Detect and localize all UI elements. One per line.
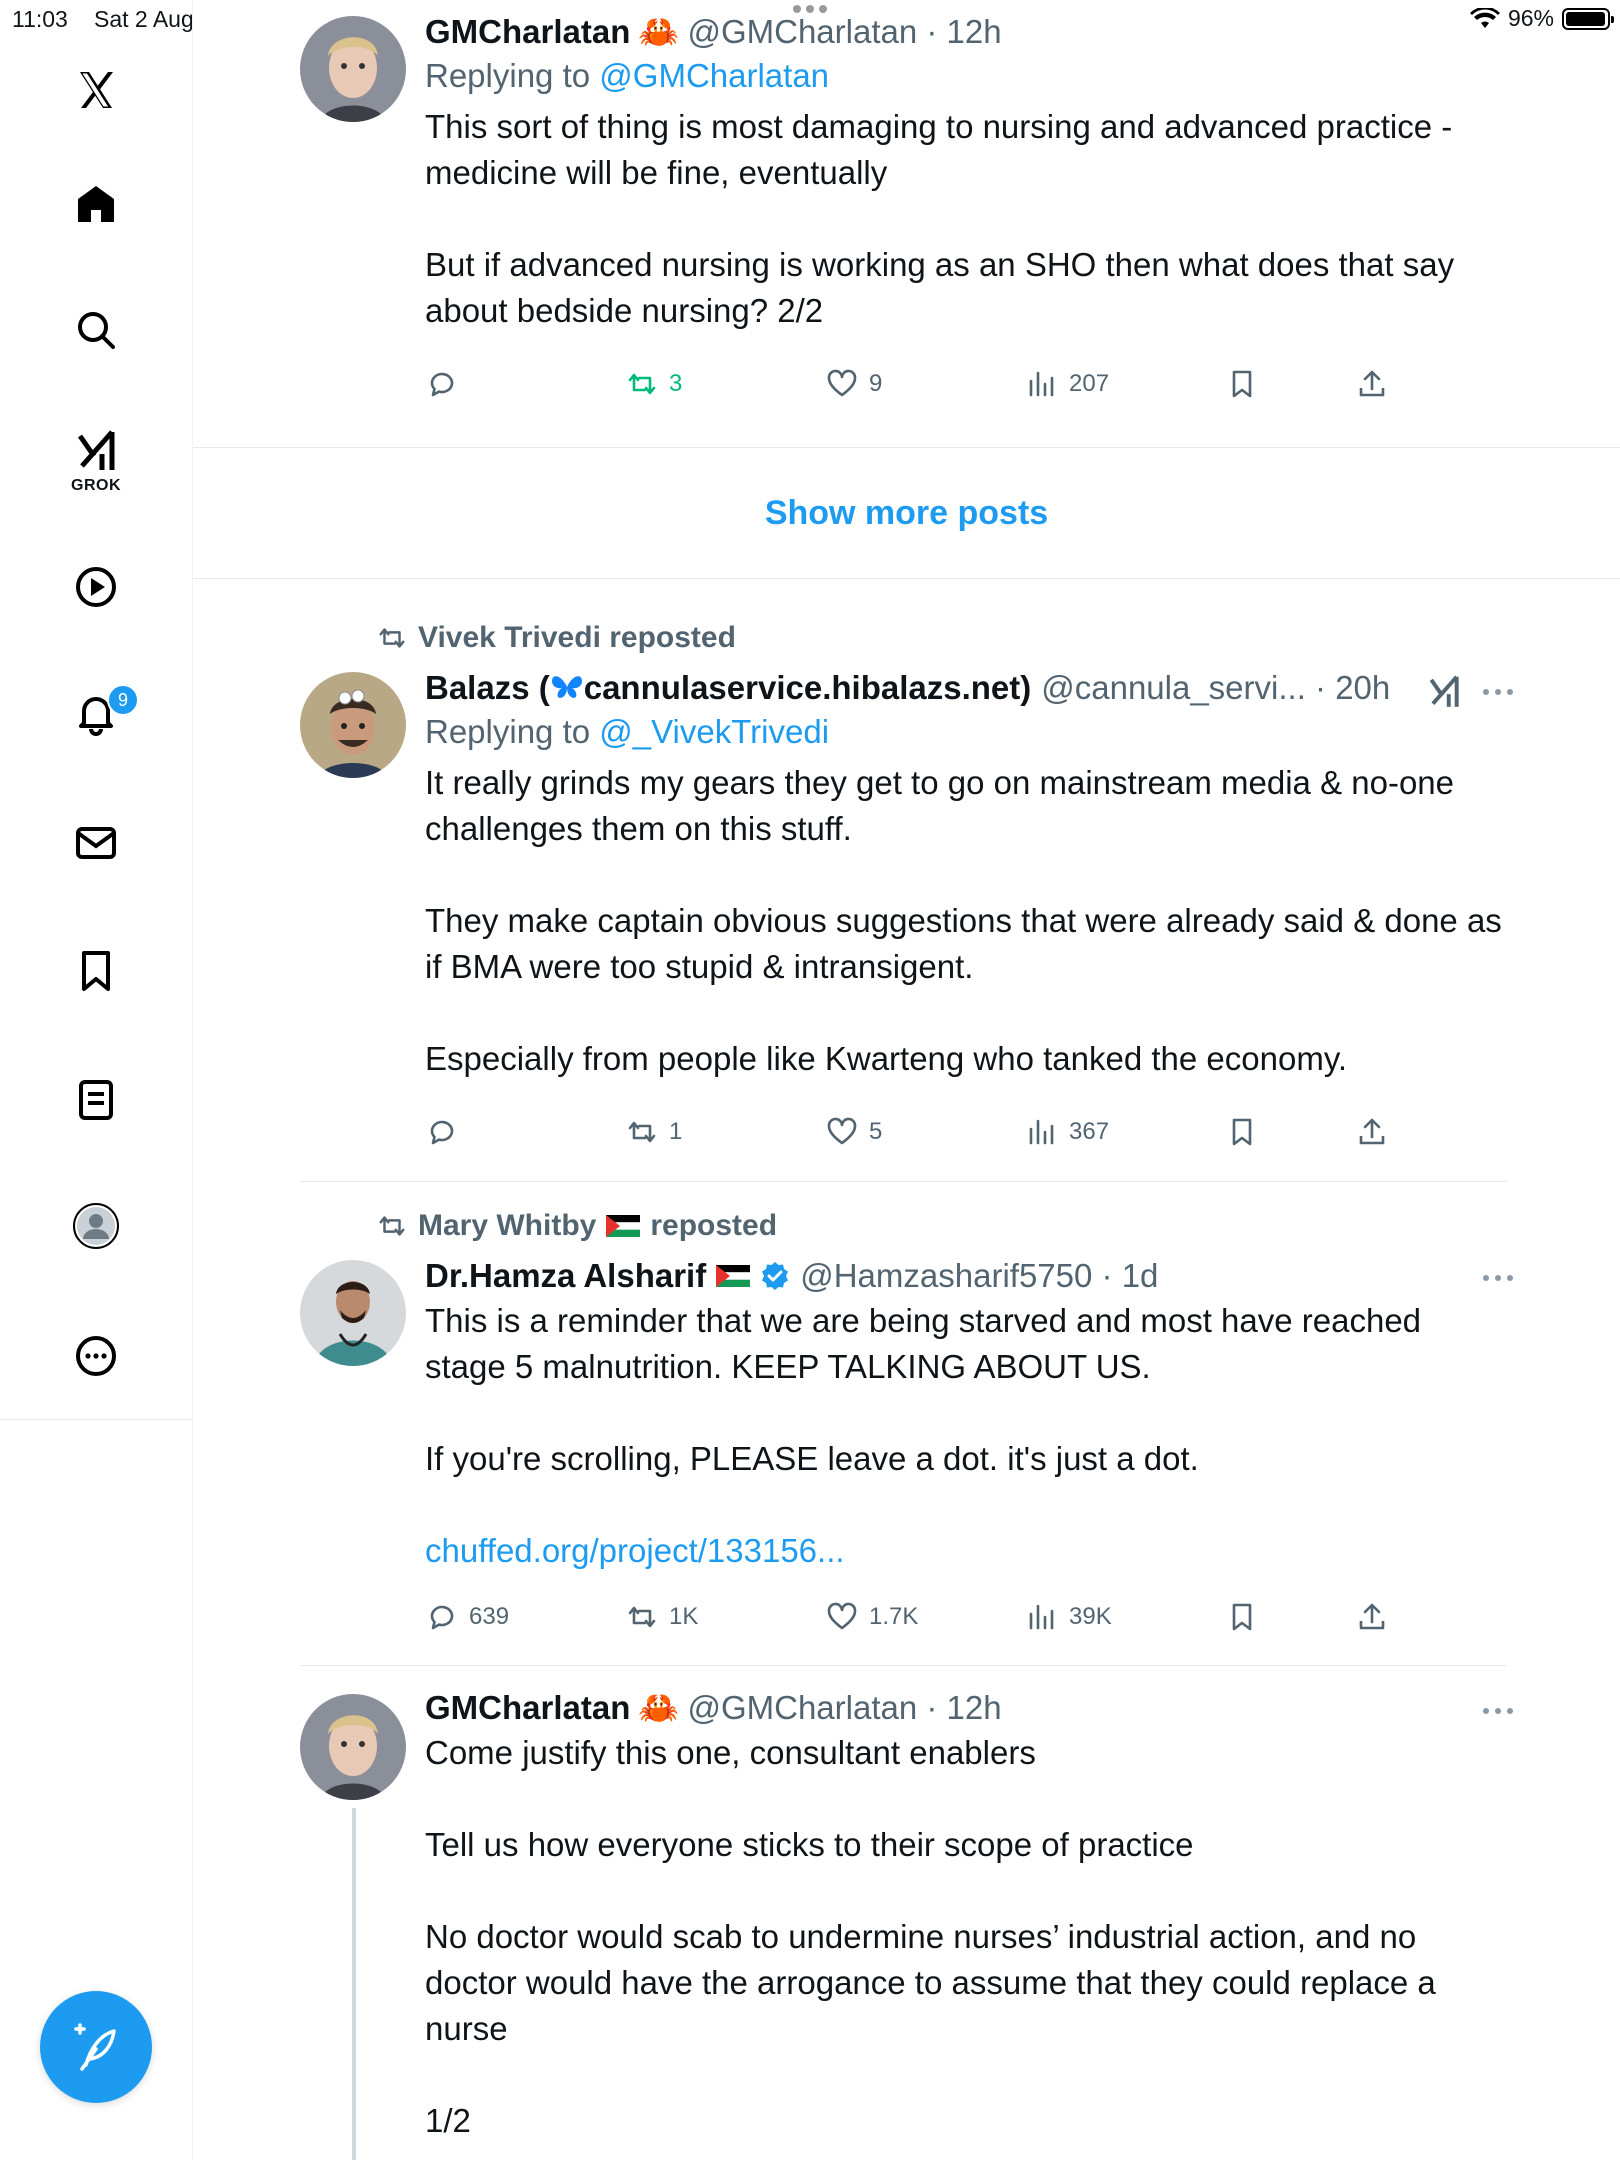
author-handle[interactable]: @cannula_servi... — [1041, 669, 1306, 706]
separator-dot: · — [917, 1689, 947, 1726]
bookmark-button[interactable] — [1225, 1115, 1259, 1149]
heart-icon — [825, 367, 859, 401]
repost-small-icon — [376, 622, 408, 654]
views-chart-icon — [1025, 1600, 1059, 1634]
like-count: 5 — [869, 1118, 883, 1145]
tweet-text: Come justify this one, consultant enablers Tell us how everyone sticks to their scope of practice No doctor would scab to undermine nurses’ industrial action, and no doctor would have the arrogance to assume that they could replace a nurse 1/2 — [425, 1734, 1436, 2139]
replying-prefix: Replying to — [425, 57, 591, 94]
search-icon[interactable] — [64, 298, 128, 362]
avatar[interactable] — [300, 1694, 406, 1800]
repost-small-icon — [376, 1210, 408, 1242]
like-count: 1.7K — [869, 1603, 919, 1630]
grok-explain-icon[interactable] — [1425, 672, 1463, 710]
x-logo-icon[interactable] — [64, 58, 128, 122]
tweet-text-block — [425, 1298, 1505, 1574]
author-name-suffix[interactable]: cannulaservice.hibalazs.net) — [583, 669, 1032, 706]
author-handle[interactable]: @GMCharlatan — [687, 13, 918, 50]
author-handle[interactable]: @GMCharlatan — [687, 1689, 918, 1726]
bookmarks-icon[interactable] — [64, 939, 128, 1003]
share-button[interactable] — [1355, 1115, 1389, 1149]
tweet-header — [425, 10, 1505, 54]
separator-dot: · — [1092, 1257, 1122, 1294]
repost-icon — [625, 1115, 659, 1149]
bookmark-icon — [1225, 1600, 1259, 1634]
profile-avatar-icon[interactable] — [64, 1194, 128, 1258]
more-options-dots-icon[interactable] — [1481, 1273, 1515, 1283]
reposted-by-suffix: reposted — [650, 1209, 778, 1242]
video-play-icon[interactable] — [64, 555, 128, 619]
view-count: 367 — [1069, 1118, 1110, 1145]
battery-percent: 96% — [1507, 5, 1554, 31]
share-icon — [1355, 1115, 1389, 1149]
home-icon[interactable] — [64, 172, 128, 236]
post-time[interactable]: 12h — [946, 1689, 1002, 1726]
grok-icon[interactable] — [64, 418, 128, 482]
author-handle[interactable]: @Hamzasharif5750 — [800, 1257, 1093, 1294]
repost-icon — [625, 367, 659, 401]
share-button[interactable] — [1355, 367, 1389, 401]
heart-icon — [825, 1600, 859, 1634]
butterfly-icon — [550, 673, 584, 703]
like-button[interactable] — [825, 367, 882, 401]
notifications-badge: 9 — [107, 684, 139, 716]
views-chart-icon — [1025, 367, 1059, 401]
reposted-by-name[interactable]: Mary Whitby — [418, 1209, 597, 1242]
timeline-feed — [193, 0, 1620, 2160]
replying-to — [425, 54, 1505, 98]
separator-dot: · — [1305, 669, 1336, 706]
status-date: Sat 2 Aug — [94, 6, 194, 32]
author-name[interactable]: GMCharlatan — [425, 13, 631, 50]
avatar[interactable] — [300, 1260, 406, 1366]
tweet-actions — [425, 364, 1425, 404]
reply-icon — [425, 1600, 459, 1634]
more-options-icon[interactable] — [64, 1324, 128, 1388]
author-name[interactable]: GMCharlatan — [425, 1689, 631, 1726]
post-time[interactable]: 1d — [1121, 1257, 1159, 1294]
separator — [300, 1665, 1507, 1666]
tweet-header — [425, 666, 1505, 710]
views-button[interactable] — [1025, 1600, 1112, 1634]
bookmark-icon — [1225, 1115, 1259, 1149]
more-options-dots-icon[interactable] — [1481, 1706, 1515, 1716]
like-button[interactable] — [825, 1600, 918, 1634]
tweet-link[interactable]: chuffed.org/project/133156... — [425, 1532, 845, 1569]
share-icon — [1355, 367, 1389, 401]
reply-icon — [425, 1115, 459, 1149]
reposted-by[interactable]: Vivek Trivedi reposted — [418, 621, 736, 654]
like-button[interactable] — [825, 1115, 882, 1149]
verified-badge-icon[interactable] — [760, 1261, 790, 1291]
repost-button[interactable] — [625, 367, 682, 401]
replying-prefix: Replying to — [425, 713, 591, 750]
like-count: 9 — [869, 370, 883, 397]
views-button[interactable] — [1025, 367, 1109, 401]
separator-dot: · — [917, 13, 947, 50]
reply-button[interactable] — [425, 1600, 509, 1634]
repost-attribution — [376, 621, 736, 655]
share-icon — [1355, 1600, 1389, 1634]
replying-to-handle[interactable]: @GMCharlatan — [599, 57, 830, 94]
repost-count: 3 — [669, 370, 683, 397]
post-time[interactable]: 12h — [946, 13, 1002, 50]
heart-icon — [825, 1115, 859, 1149]
views-button[interactable] — [1025, 1115, 1109, 1149]
tweet-actions — [425, 1597, 1425, 1637]
repost-button[interactable] — [625, 1115, 682, 1149]
crab-emoji-icon: 🦀 — [638, 1689, 680, 1726]
views-chart-icon — [1025, 1115, 1059, 1149]
bookmark-button[interactable] — [1225, 367, 1259, 401]
sidebar-divider — [0, 1419, 192, 1420]
grok-label: GROK — [71, 477, 121, 494]
tweet-header — [425, 1686, 1505, 1730]
tweet-actions — [425, 1112, 1425, 1152]
replying-to-handle[interactable]: @_VivekTrivedi — [599, 713, 830, 750]
tweet-header — [425, 1254, 1505, 1298]
show-more-posts-link[interactable]: Show more posts — [764, 493, 1049, 532]
post-time[interactable]: 20h — [1335, 669, 1391, 706]
author-name[interactable]: Dr.Hamza Alsharif — [425, 1257, 707, 1294]
view-count: 207 — [1069, 370, 1110, 397]
repost-button[interactable] — [625, 1600, 698, 1634]
tweet-text: It really grinds my gears they get to go on mainstream media & no-one challenges them on this stuff. They make captain obvious suggestions that were already said & done as if BMA were too stupid & intransigent. Especially from people like Kwarteng who tanked the economy. — [425, 764, 1502, 1077]
repost-count: 1K — [669, 1603, 699, 1630]
author-name-prefix[interactable]: Balazs ( — [425, 669, 550, 706]
crab-emoji-icon: 🦀 — [638, 13, 680, 50]
repost-count: 1 — [669, 1118, 683, 1145]
tweet-text: This is a reminder that we are being starved and most have reached stage 5 malnutrition. KEEP TALKING ABOUT US. If you're scrolling, PLEASE leave a dot. it's just a dot. — [425, 1302, 1422, 1477]
status-time: 11:03 — [12, 6, 68, 32]
reply-count: 639 — [469, 1603, 510, 1630]
avatar[interactable] — [300, 672, 406, 778]
palestine-flag-icon — [716, 1265, 750, 1287]
lists-icon[interactable] — [64, 1068, 128, 1132]
compose-post-button[interactable] — [40, 1991, 152, 2103]
more-options-dots-icon[interactable] — [1481, 687, 1515, 697]
separator — [300, 1181, 1507, 1182]
share-button[interactable] — [1355, 1600, 1389, 1634]
repost-icon — [625, 1600, 659, 1634]
palestine-flag-icon — [606, 1215, 640, 1237]
reply-button[interactable] — [425, 1115, 459, 1149]
bookmark-icon — [1225, 367, 1259, 401]
avatar[interactable] — [300, 16, 406, 122]
view-count: 39K — [1069, 1603, 1112, 1630]
bookmark-button[interactable] — [1225, 1600, 1259, 1634]
separator — [193, 578, 1620, 579]
sidebar-nav — [0, 0, 193, 2160]
replying-to — [425, 710, 1505, 754]
messages-mail-icon[interactable] — [64, 811, 128, 875]
reply-icon — [425, 367, 459, 401]
thread-connector-line — [352, 1808, 356, 2160]
reply-button[interactable] — [425, 367, 459, 401]
tweet-text: This sort of thing is most damaging to nursing and advanced practice - medicine will be fine, eventually But if advanced nursing is working as an SHO then what does that say about bedside nursing? 2/2 — [425, 108, 1455, 329]
compose-feather-icon — [68, 2019, 124, 2075]
repost-attribution — [376, 1209, 777, 1243]
